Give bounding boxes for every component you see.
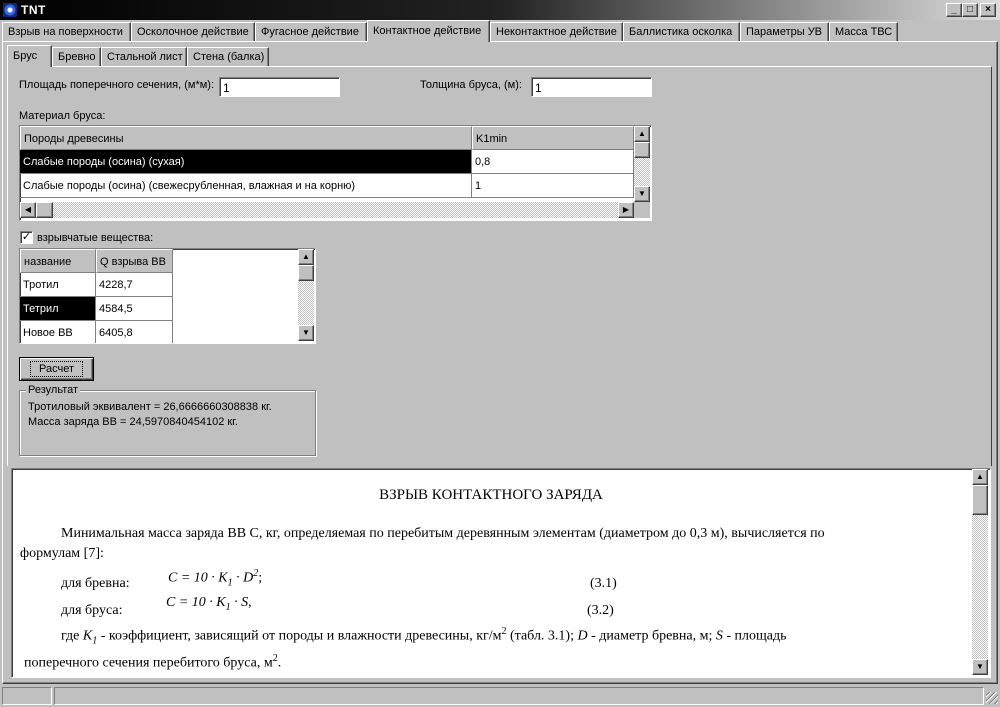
doc-where-line-2: поперечного сечения перебитого бруса, $м^2$.	[24, 653, 282, 671]
explosives-vscroll-thumb[interactable]	[298, 265, 314, 281]
subtab-log[interactable]: Бревно	[52, 47, 101, 66]
tab-non-contact-action[interactable]: Неконтактное действие	[490, 22, 623, 41]
thickness-input[interactable]: 1	[531, 77, 652, 97]
maximize-button[interactable]: □	[962, 3, 978, 17]
tab-surface-explosion[interactable]: Взрыв на поверхности	[2, 22, 131, 41]
window-title: TNT	[21, 3, 46, 17]
resize-grip-icon[interactable]	[986, 692, 998, 704]
scroll-down-arrow-icon[interactable]: ▼	[634, 186, 650, 202]
status-pane-2	[54, 687, 984, 705]
table-cell[interactable]: 1	[472, 174, 634, 198]
material-label: Материал бруса:	[19, 110, 106, 122]
tnt-equivalent-text: Тротиловый эквивалент = 26,6666660308838 кг.	[28, 401, 272, 413]
document-vscroll-thumb[interactable]	[972, 485, 988, 515]
tab-contact-action[interactable]: Контактное действие	[367, 20, 490, 42]
table-row[interactable]: Слабые породы (осина) (свежесрубленная, влажная и на корню)	[20, 174, 472, 198]
tab-high-explosive[interactable]: Фугасное действие	[255, 22, 367, 41]
doc-eq-number-2: (3.2)	[587, 603, 614, 618]
title-bar	[0, 0, 1000, 20]
subtab-beam[interactable]: Брус	[7, 45, 52, 67]
charge-mass-text: Масса заряда ВВ = 24,5970840454102 кг.	[28, 416, 238, 428]
area-label: Площадь поперечного сечения, (м*м):	[19, 79, 215, 91]
grid-hscroll[interactable]	[20, 202, 634, 218]
area-input[interactable]: 1	[219, 77, 340, 97]
sub-tabs	[0, 45, 300, 66]
grid-header-name[interactable]: название	[20, 249, 96, 273]
scroll-up-arrow-icon[interactable]: ▲	[298, 249, 314, 265]
table-cell[interactable]: 0,8	[472, 150, 634, 174]
wood-species-grid[interactable]	[19, 125, 652, 221]
tab-fragment-ballistics[interactable]: Баллистика осколка	[623, 22, 740, 41]
explosives-grid[interactable]	[19, 248, 316, 344]
calculate-button[interactable]	[19, 357, 94, 381]
table-row[interactable]: Новое ВВ	[20, 321, 96, 344]
explosives-checkbox[interactable]: ✓	[21, 231, 32, 243]
scroll-up-arrow-icon[interactable]: ▲	[634, 126, 650, 142]
tab-shockwave-params[interactable]: Параметры УВ	[740, 22, 829, 41]
result-legend: Результат	[28, 384, 79, 396]
scroll-left-arrow-icon[interactable]: ◀	[20, 202, 36, 218]
table-row[interactable]: Тетрил	[20, 297, 96, 321]
doc-where-line: где $K_1$ - коэффициент, зависящий от породы и влажности древесины, $кг/м^2$ (табл. 3.1); D - диаметр бревна, м; S - площадь	[61, 626, 787, 647]
result-group	[19, 384, 316, 456]
status-pane-1	[2, 687, 52, 705]
doc-beam-formula: $C = 10 \cdot K_1 \cdot S$,	[166, 595, 252, 613]
close-button[interactable]: ×	[980, 3, 996, 17]
doc-paragraph-1-cont: формулам [7]:	[20, 546, 104, 561]
table-row[interactable]: Слабые породы (осина) (сухая)	[20, 150, 472, 174]
explosives-label: взрывчатые вещества:	[37, 232, 154, 244]
thickness-label: Толщина бруса, (м):	[420, 79, 522, 91]
calculate-button-label: Расчет	[30, 361, 83, 377]
subtab-steel-sheet[interactable]: Стальной лист	[101, 47, 187, 66]
table-row[interactable]: Тротил	[20, 273, 96, 297]
scroll-down-arrow-icon[interactable]: ▼	[298, 325, 314, 341]
doc-eq-number-1: (3.1)	[590, 576, 617, 591]
subtab-wall-beam[interactable]: Стена (балка)	[187, 47, 269, 66]
scroll-up-arrow-icon[interactable]: ▲	[972, 469, 988, 485]
doc-log-formula: $C = 10 \cdot K_1 \cdot D^2$;	[168, 568, 263, 589]
doc-log-label: для бревна:	[61, 576, 130, 591]
document-viewer[interactable]	[11, 468, 991, 678]
grid-hscroll-thumb[interactable]	[36, 202, 53, 218]
grid-header-species[interactable]: Породы древесины	[20, 126, 472, 150]
doc-paragraph-1: Минимальная масса заряда ВВ С, кг, определяемая по перебитым деревянным элементам (диаметром до 0,3 м), вычисляется по	[61, 526, 825, 541]
status-bar	[0, 684, 1000, 707]
table-cell[interactable]: 4228,7	[96, 273, 173, 297]
scroll-down-arrow-icon[interactable]: ▼	[972, 659, 988, 675]
grid-header-k1min[interactable]: K1min	[472, 126, 634, 150]
scroll-right-arrow-icon[interactable]: ▶	[618, 202, 634, 218]
table-cell[interactable]: 6405,8	[96, 321, 173, 344]
app-icon	[3, 3, 17, 17]
main-tabs	[0, 20, 1000, 41]
doc-beam-label: для бруса:	[61, 603, 123, 618]
grid-vscroll-thumb[interactable]	[634, 142, 650, 158]
grid-header-q[interactable]: Q взрыва ВВ	[96, 249, 173, 273]
tab-fragmentation[interactable]: Осколочное действие	[131, 22, 255, 41]
scroll-corner	[634, 202, 650, 218]
table-cell[interactable]: 4584,5	[96, 297, 173, 321]
tab-fuel-air-mass[interactable]: Масса ТВС	[829, 22, 898, 41]
document-heading: ВЗРЫВ КОНТАКТНОГО ЗАРЯДА	[379, 487, 603, 503]
minimize-button[interactable]: _	[946, 3, 962, 17]
